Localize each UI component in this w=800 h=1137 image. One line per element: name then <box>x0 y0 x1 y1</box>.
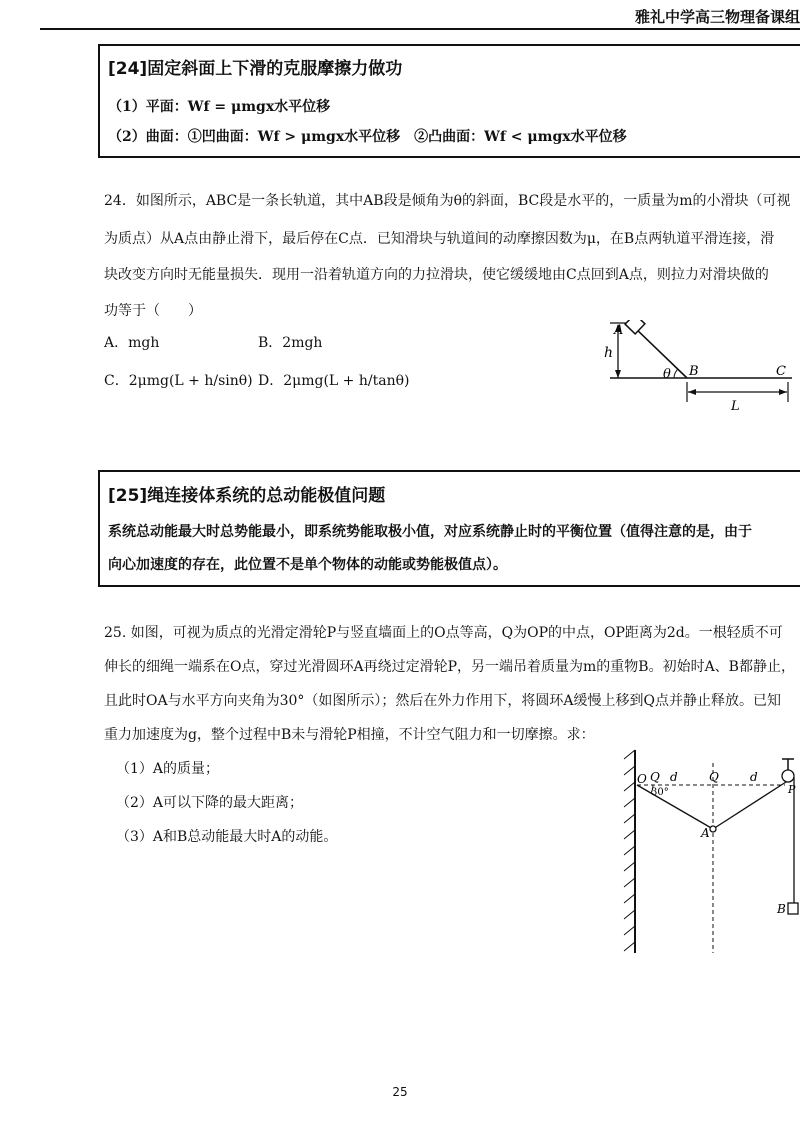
incline-track-diagram <box>600 320 795 415</box>
q25-line-3: 且此时OA与水平方向夹角为30°（如图所示）；然后在外力作用下，将圆环A缓慢上移到Q点并静止释放。已知 <box>104 693 781 709</box>
ring-a <box>710 826 716 832</box>
label-o: O <box>637 772 647 786</box>
theta-arc <box>674 369 678 378</box>
q25-line-4: 重力加速度为g，整个过程中B未与滑轮P相撞，不计空气阻力和一切摩擦。求： <box>104 727 595 743</box>
rope-ap <box>713 782 786 829</box>
tip-box-24-line-1: （1）平面：Wf = μmgx水平位移 <box>108 99 331 115</box>
label-angle: 30° <box>651 787 669 798</box>
header-title: 雅礼中学高三物理备课组 <box>634 8 800 26</box>
label-a-ring: A <box>701 826 710 840</box>
q24-option-c: C．2μmg(L + h/sinθ) <box>104 373 253 389</box>
pulley-ring-diagram <box>600 745 800 960</box>
label-theta: θ <box>663 367 671 382</box>
page-number: 25 <box>392 1085 408 1099</box>
label-a: A <box>614 323 624 338</box>
label-b: B <box>689 364 699 379</box>
slider-block <box>625 320 645 334</box>
q24-line-4: 功等于（ ） <box>104 303 202 319</box>
tip-box-25-title: [25]绳连接体系统的总动能极值问题 <box>108 486 386 506</box>
tip-box-25-line-2: 向心加速度的存在，此位置不是单个物体的动能或势能极值点）。 <box>108 557 507 573</box>
tip-box-24-title: [24]固定斜面上下滑的克服摩擦力做功 <box>108 59 403 79</box>
tip-box-24-line-2: （2）曲面：①凹曲面：Wf > μmgx水平位移 ②凸曲面：Wf < μmgx水平位移 <box>108 129 627 145</box>
label-h: h <box>604 345 614 361</box>
label-l: L <box>731 399 740 414</box>
q24-option-b: B．2mgh <box>258 335 323 351</box>
rope-oa <box>637 785 713 829</box>
q24-option-d: D．2μmg(L + h/tanθ) <box>258 373 410 389</box>
wall-hatching <box>624 750 635 951</box>
q25-sub-3: （3）A和B总动能最大时A的动能。 <box>116 829 338 845</box>
q25-line-1: 25. 如图，可视为质点的光滑定滑轮P与竖直墙面上的O点等高，Q为OP的中点，OP距离为2d。一根轻质不可 <box>104 625 783 641</box>
header-rule <box>40 28 800 30</box>
label-d-right: d <box>750 770 758 784</box>
label-q: Q <box>709 770 719 784</box>
incline-slope <box>633 326 687 378</box>
label-q-left: Q <box>650 770 660 784</box>
q24-line-1: 24．如图所示，ABC是一条长轨道，其中AB段是倾角为θ的斜面，BC段是水平的，一质量为m的小滑块（可视 <box>104 193 791 209</box>
q24-line-2: 为质点）从A点由静止滑下，最后停在C点．已知滑块与轨道间的动摩擦因数为μ，在B点两轨道平滑连接，滑 <box>104 231 775 247</box>
label-b-weight: B <box>777 902 786 916</box>
tip-box-25-line-1: 系统总动能最大时总势能最小，即系统势能取极小值，对应系统静止时的平衡位置（值得注意的是，由于 <box>108 524 752 540</box>
label-d-left: d <box>670 770 678 784</box>
q24-option-a: A．mgh <box>104 335 160 351</box>
q25-sub-2: （2）A可以下降的最大距离； <box>116 795 304 811</box>
l-arrow-left <box>688 389 696 395</box>
label-c: C <box>776 364 786 379</box>
q25-sub-1: （1）A的质量； <box>116 761 220 777</box>
weight-b <box>788 903 798 914</box>
q25-line-2: 伸长的细绳一端系在O点，穿过光滑圆环A再绕过定滑轮P，另一端吊着质量为m的重物B。初始时A、B都静止， <box>104 659 795 675</box>
q24-line-3: 块改变方向时无能量损失．现用一沿着轨道方向的力拉滑块，使它缓缓地由C点回到A点，则拉力对滑块做的 <box>104 267 769 283</box>
label-p: P <box>788 783 796 796</box>
l-arrow-right <box>779 389 787 395</box>
pulley-p <box>782 770 794 782</box>
h-arrow-bottom <box>615 370 621 378</box>
